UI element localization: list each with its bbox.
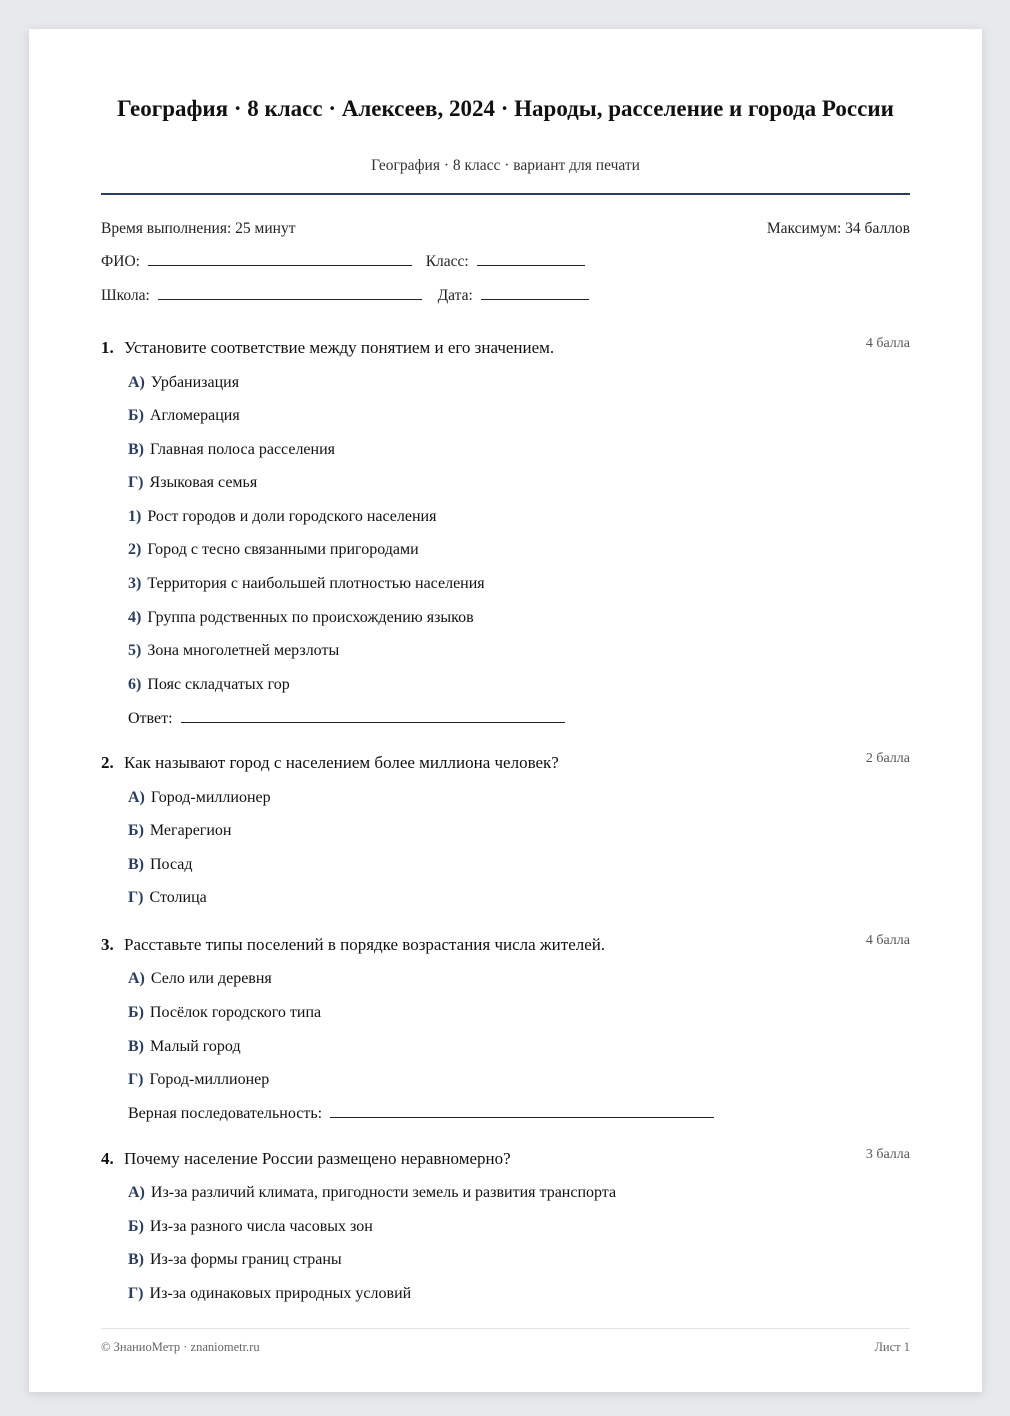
option-label: В) (128, 1251, 144, 1268)
option-label: В) (128, 441, 144, 458)
question-points: 3 балла (865, 1147, 910, 1162)
question-text: Почему население России размещено неравномерно? (124, 1149, 511, 1168)
option-text: Из-за различий климата, пригодности земель и развития транспорта (150, 1184, 617, 1201)
date-label: Дата: (437, 287, 473, 304)
option-label: Б) (128, 1004, 144, 1021)
option[interactable] (128, 575, 485, 593)
option[interactable] (128, 676, 290, 694)
option-label: Г) (128, 1071, 144, 1088)
option-label: Б) (128, 1218, 144, 1235)
option-text: Рост городов и доли городского населения (147, 508, 437, 525)
option-label: А) (128, 374, 145, 391)
option-text: Территория с наибольшей плотностью населения (147, 575, 485, 592)
option-label: 1) (128, 508, 142, 525)
option[interactable] (128, 789, 271, 807)
option[interactable] (128, 508, 436, 526)
option-text: Зона многолетней мерзлоты (147, 642, 340, 659)
option-label: Б) (128, 822, 144, 839)
question-text: Расставьте типы поселений в порядке возрастания числа жителей. (124, 935, 606, 954)
option[interactable] (128, 541, 419, 559)
option-text: Малый город (150, 1038, 241, 1055)
fio-label: ФИО: (101, 253, 140, 270)
option[interactable] (128, 1218, 373, 1236)
fio-input-line[interactable] (148, 264, 412, 266)
question-number: 2. (101, 753, 114, 772)
option[interactable] (128, 1251, 342, 1269)
option-text: Город с тесно связанными пригородами (147, 541, 419, 558)
school-input-line[interactable] (158, 298, 422, 300)
option-label: 2) (128, 541, 142, 558)
option-label: В) (128, 1038, 144, 1055)
option[interactable] (128, 856, 193, 874)
option-text: Город-миллионер (150, 789, 271, 806)
page-title: География · 8 класс · Алексеев, 2024 · Народы, расселение и города России (117, 96, 894, 121)
answer-row (128, 1105, 714, 1123)
option[interactable] (128, 970, 272, 988)
question-text: Установите соответствие между понятием и его значением. (124, 338, 555, 357)
question-points: 4 балла (865, 933, 910, 948)
question-4 (101, 1149, 910, 1169)
option[interactable] (128, 441, 335, 459)
option[interactable] (128, 1038, 241, 1056)
page-subtitle: География · 8 класс · вариант для печати (371, 157, 640, 174)
option[interactable] (128, 822, 231, 840)
option-label: Г) (128, 889, 144, 906)
option-label: Б) (128, 407, 144, 424)
date-input-line[interactable] (481, 298, 589, 300)
option[interactable] (128, 889, 207, 907)
answer-label: Верная последовательность: (128, 1105, 323, 1122)
option-text: Посёлок городского типа (149, 1004, 322, 1021)
option-text: Город-миллионер (149, 1071, 270, 1088)
option-label: 3) (128, 575, 142, 592)
answer-input-line[interactable] (181, 721, 565, 723)
option-label: В) (128, 856, 144, 873)
option-text: Посад (150, 856, 193, 873)
answer-label: Ответ: (128, 710, 173, 727)
question-1 (101, 338, 910, 358)
option[interactable] (128, 609, 474, 627)
meta-row (101, 220, 910, 238)
option-text: Главная полоса расселения (150, 441, 336, 458)
footer-copyright: © ЗнаниоМетр · znaniometr.ru (101, 1340, 260, 1354)
option-label: А) (128, 789, 145, 806)
option[interactable] (128, 642, 339, 660)
option-text: Пояс складчатых гор (147, 676, 290, 693)
school-date-row (101, 287, 589, 305)
option[interactable] (128, 374, 239, 392)
footer-divider (101, 1328, 910, 1329)
option-text: Языковая семья (149, 474, 258, 491)
footer (101, 1340, 910, 1355)
option[interactable] (128, 1184, 616, 1202)
option-label: 6) (128, 676, 142, 693)
option-text: Из-за разного числа часовых зон (149, 1218, 373, 1235)
question-2 (101, 753, 910, 773)
option-label: 5) (128, 642, 142, 659)
option-text: Агломерация (149, 407, 240, 424)
class-input-line[interactable] (477, 264, 585, 266)
option-text: Группа родственных по происхождению языков (147, 609, 474, 626)
class-label: Класс: (425, 253, 469, 270)
worksheet-page (29, 29, 982, 1392)
option-label: А) (128, 970, 145, 987)
name-class-row (101, 253, 585, 271)
option[interactable] (128, 1285, 411, 1303)
option[interactable] (128, 474, 257, 492)
option-text: Столица (149, 889, 207, 906)
answer-row (128, 710, 565, 728)
option-label: Г) (128, 474, 144, 491)
question-number: 3. (101, 935, 114, 954)
answer-input-line[interactable] (330, 1116, 714, 1118)
max-score: Максимум: 34 баллов (766, 220, 910, 237)
option[interactable] (128, 407, 240, 425)
question-points: 4 балла (865, 336, 910, 351)
option-text: Из-за одинаковых природных условий (149, 1285, 412, 1302)
footer-page-number: Лист 1 (874, 1340, 910, 1354)
header-divider (101, 193, 910, 195)
option-text: Мегарегион (149, 822, 232, 839)
school-label: Школа: (101, 287, 150, 304)
option-text: Урбанизация (150, 374, 240, 391)
question-number: 4. (101, 1149, 114, 1168)
question-text: Как называют город с населением более миллиона человек? (124, 753, 559, 772)
option-text: Из-за формы границ страны (150, 1251, 342, 1268)
option[interactable] (128, 1004, 321, 1022)
option-label: 4) (128, 609, 142, 626)
time-limit: Время выполнения: 25 минут (101, 220, 296, 237)
option-label: А) (128, 1184, 145, 1201)
question-3 (101, 935, 910, 955)
question-number: 1. (101, 338, 114, 357)
option[interactable] (128, 1071, 269, 1089)
option-label: Г) (128, 1285, 144, 1302)
question-points: 2 балла (865, 751, 910, 766)
option-text: Село или деревня (150, 970, 272, 987)
